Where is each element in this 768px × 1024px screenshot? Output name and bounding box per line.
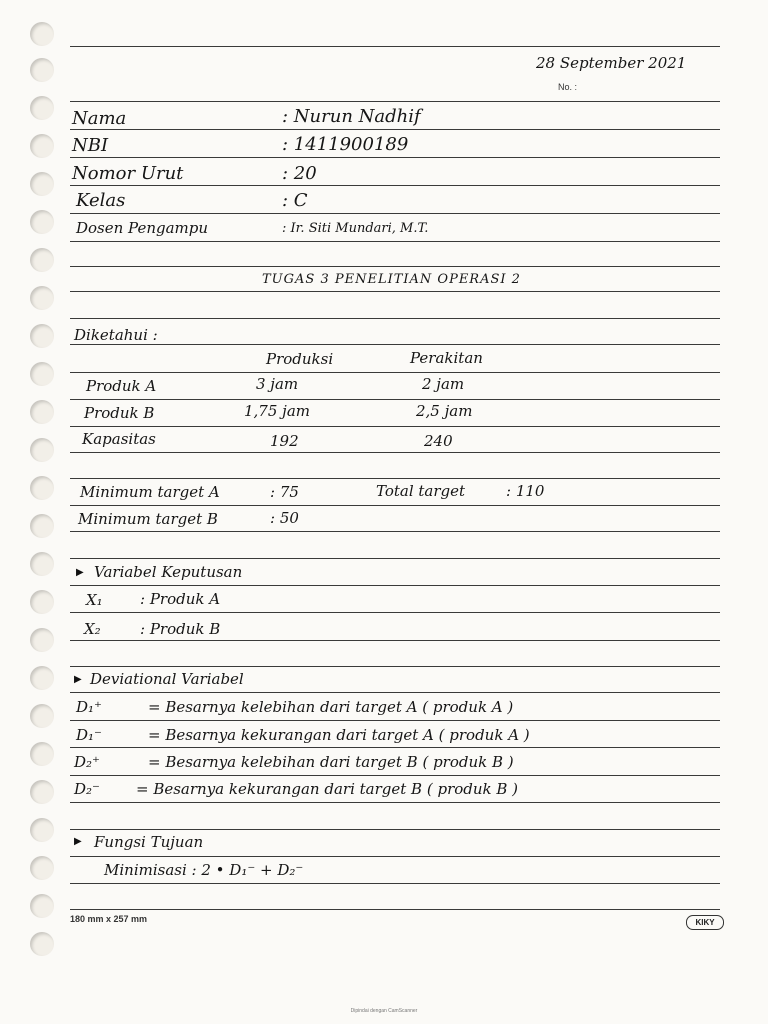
bullet-arrow-icon: ▶ <box>76 567 84 578</box>
ruled-line <box>70 213 720 214</box>
ruled-line <box>70 775 720 776</box>
binder-hole <box>30 400 54 424</box>
binder-hole <box>30 286 54 310</box>
binder-hole <box>30 362 54 386</box>
cell-produk-b-perakitan: 2,5 jam <box>416 402 473 420</box>
ruled-line <box>70 101 720 102</box>
deviation-desc-d1-minus: = Besarnya kekurangan dari target A ( produk A ) <box>148 726 530 744</box>
ruled-line <box>70 478 720 479</box>
ruled-line <box>70 747 720 748</box>
ruled-line <box>70 505 720 506</box>
ruled-line <box>70 372 720 373</box>
ruled-line <box>70 612 720 613</box>
ruled-line <box>70 291 720 292</box>
ruled-line <box>70 909 720 910</box>
binder-hole <box>30 172 54 196</box>
brand-logo: KIKY <box>686 915 724 930</box>
binder-hole <box>30 894 54 918</box>
date-text: 28 September 2021 <box>536 54 687 72</box>
identity-value-kelas: : C <box>282 190 308 211</box>
fungsi-heading: Fungsi Tujuan <box>94 833 204 851</box>
deviation-desc-d2-minus: = Besarnya kekurangan dari target B ( produk B ) <box>136 780 519 798</box>
ruled-line <box>70 318 720 319</box>
ruled-line <box>70 829 720 830</box>
cell-kapasitas-produksi: 192 <box>270 432 299 450</box>
binder-hole <box>30 590 54 614</box>
cell-produk-a-produksi: 3 jam <box>256 375 299 393</box>
binder-hole <box>30 552 54 576</box>
binder-hole <box>30 438 54 462</box>
row-label-kapasitas: Kapasitas <box>82 430 156 448</box>
ruled-line <box>70 692 720 693</box>
ruled-line <box>70 344 720 345</box>
binder-hole <box>30 856 54 880</box>
bullet-arrow-icon: ▶ <box>74 836 82 847</box>
binder-hole <box>30 248 54 272</box>
identity-value-nama: : Nurun Nadhif <box>282 106 421 127</box>
identity-label-dosen: Dosen Pengampu <box>76 219 209 237</box>
identity-value-nbi: : 1411900189 <box>282 134 409 155</box>
identity-label-nomor: Nomor Urut <box>72 163 184 184</box>
ruled-line <box>70 720 720 721</box>
binder-hole <box>30 742 54 766</box>
binder-hole <box>30 210 54 234</box>
ruled-line <box>70 585 720 586</box>
variable-desc-x1: : Produk A <box>140 590 221 608</box>
cell-kapasitas-perakitan: 240 <box>424 432 453 450</box>
min-target-a-value: : 75 <box>270 483 299 501</box>
deviation-symbol-d1-minus: D₁⁻ <box>76 726 102 744</box>
ruled-line <box>70 640 720 641</box>
column-produksi: Produksi <box>266 350 334 368</box>
binder-hole <box>30 134 54 158</box>
deviation-symbol-d1-plus: D₁⁺ <box>76 698 102 716</box>
fungsi-formula: Minimisasi : 2 • D₁⁻ + D₂⁻ <box>104 861 304 879</box>
column-perakitan: Perakitan <box>410 349 483 367</box>
variable-symbol-x1: X₁ <box>86 591 103 609</box>
binder-hole <box>30 22 54 46</box>
ruled-line <box>70 129 720 130</box>
deviation-symbol-d2-minus: D₂⁻ <box>74 780 100 798</box>
cell-produk-b-produksi: 1,75 jam <box>244 402 310 420</box>
deviation-symbol-d2-plus: D₂⁺ <box>74 753 100 771</box>
deviational-heading: Deviational Variabel <box>90 670 244 688</box>
row-label-produk-b: Produk B <box>84 404 155 422</box>
ruled-line <box>70 558 720 559</box>
ruled-line <box>70 802 720 803</box>
deviation-desc-d2-plus: = Besarnya kelebihan dari target B ( produk B ) <box>148 753 514 771</box>
ruled-line <box>70 157 720 158</box>
ruled-line <box>70 266 720 267</box>
ruled-line <box>70 241 720 242</box>
ruled-line <box>70 666 720 667</box>
ruled-line <box>70 185 720 186</box>
cell-produk-a-perakitan: 2 jam <box>422 375 465 393</box>
identity-value-nomor: : 20 <box>282 163 317 184</box>
row-label-produk-a: Produk A <box>86 377 157 395</box>
assignment-title: TUGAS 3 PENELITIAN OPERASI 2 <box>262 272 521 287</box>
diketahui-heading: Diketahui : <box>74 326 158 344</box>
variable-symbol-x2: X₂ <box>84 620 101 638</box>
binder-hole <box>30 628 54 652</box>
binder-hole <box>30 514 54 538</box>
binder-hole <box>30 780 54 804</box>
binder-hole <box>30 932 54 956</box>
binder-hole <box>30 58 54 82</box>
binder-edge <box>0 0 60 990</box>
binder-hole <box>30 96 54 120</box>
binder-hole <box>30 818 54 842</box>
total-target-label: Total target <box>376 482 466 500</box>
deviation-desc-d1-plus: = Besarnya kelebihan dari target A ( produk A ) <box>148 698 514 716</box>
ruled-line <box>70 452 720 453</box>
ruled-line <box>70 856 720 857</box>
ruled-line <box>70 426 720 427</box>
binder-hole <box>30 666 54 690</box>
paper-size-label: 180 mm x 257 mm <box>70 914 148 924</box>
identity-label-nbi: NBI <box>72 135 109 156</box>
no-label: No. : <box>558 82 578 92</box>
min-target-b-label: Minimum target B <box>78 510 218 528</box>
binder-hole <box>30 704 54 728</box>
ruled-line <box>70 46 720 47</box>
scanner-watermark: Dipindai dengan CamScanner <box>350 1008 418 1014</box>
identity-label-nama: Nama <box>72 108 127 129</box>
binder-hole <box>30 324 54 348</box>
variable-desc-x2: : Produk B <box>140 620 221 638</box>
variabel-heading: Variabel Keputusan <box>94 563 243 581</box>
bullet-arrow-icon: ▶ <box>74 674 82 685</box>
identity-label-kelas: Kelas <box>76 190 126 211</box>
min-target-a-label: Minimum target A <box>80 483 220 501</box>
ruled-line <box>70 399 720 400</box>
ruled-line <box>70 883 720 884</box>
binder-hole <box>30 476 54 500</box>
identity-value-dosen: : Ir. Siti Mundari, M.T. <box>282 221 429 236</box>
ruled-line <box>70 531 720 532</box>
total-target-value: : 110 <box>506 482 545 500</box>
min-target-b-value: : 50 <box>270 509 299 527</box>
